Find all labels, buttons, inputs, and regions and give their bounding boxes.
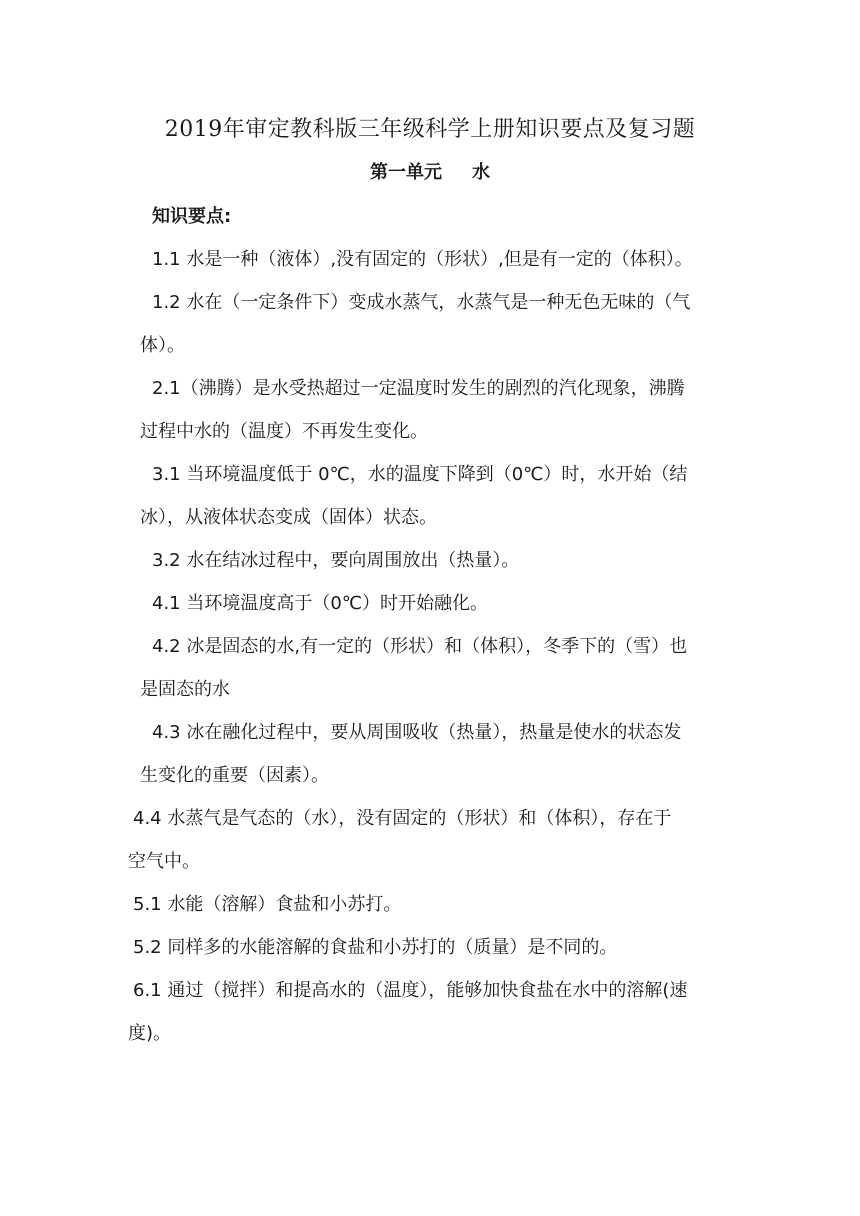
text-line: 3.1 当环境温度低于 0℃，水的温度下降到（0℃）时，水开始（结: [152, 464, 688, 485]
unit-heading: [0, 158, 860, 184]
unit-name: 水: [472, 162, 490, 183]
unit-label: 第一单元: [370, 162, 442, 183]
text-line: 5.1 水能（溶解）食盐和小苏打。: [133, 894, 402, 915]
text-line: 4.1 当环境温度高于（0℃）时开始融化。: [152, 593, 489, 614]
text-line: 6.1 通过（搅拌）和提高水的（温度），能够加快食盐在水中的溶解(速: [133, 980, 688, 1001]
text-line: 过程中水的（温度）不再发生变化。: [140, 421, 428, 442]
text-line: 4.3 冰在融化过程中，要从周围吸收（热量），热量是使水的状态发: [152, 722, 682, 743]
text-line: 5.2 同样多的水能溶解的食盐和小苏打的（质量）是不同的。: [133, 937, 618, 958]
text-line: 1.1 水是一种（液体）,没有固定的（形状）,但是有一定的（体积）。: [152, 249, 693, 270]
text-line: 生变化的重要（因素）。: [140, 765, 329, 786]
text-line: 1.2 水在（一定条件下）变成水蒸气，水蒸气是一种无色无味的（气: [152, 292, 691, 313]
text-line: 是固态的水: [140, 679, 230, 700]
text-line: 空气中。: [128, 851, 200, 872]
text-line: 4.2 冰是固态的水,有一定的（形状）和（体积），冬季下的（雪）也: [152, 636, 688, 657]
text-line: 2.1（沸腾）是水受热超过一定温度时发生的剧烈的汽化现象，沸腾: [152, 378, 685, 399]
text-line: 4.4 水蒸气是气态的（水），没有固定的（形状）和（体积），存在于: [133, 808, 672, 829]
text-line: 度)。: [128, 1023, 172, 1044]
text-line: 3.2 水在结冰过程中，要向周围放出（热量）。: [152, 550, 520, 571]
document-title: 2019年审定教科版三年级科学上册知识要点及复习题: [164, 117, 696, 142]
text-line: 体）。: [140, 335, 185, 356]
section-heading: 知识要点:: [152, 206, 232, 227]
text-line: 冰），从液体状态变成（固体）状态。: [140, 507, 437, 528]
